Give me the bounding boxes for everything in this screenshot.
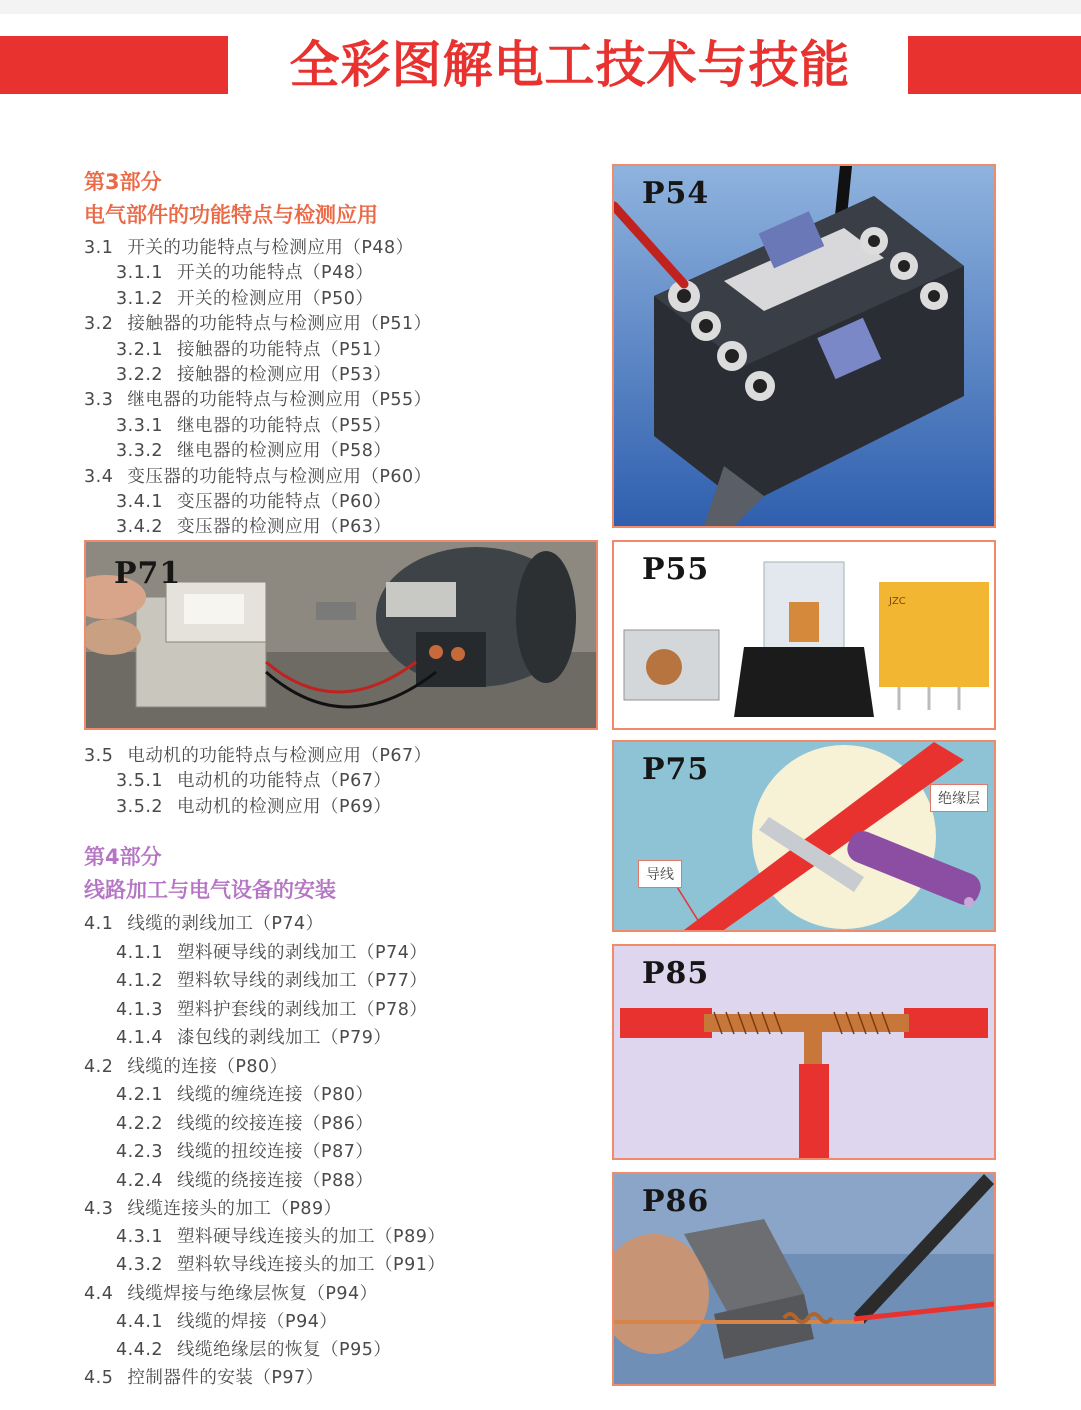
toc-text: 塑料硬导线连接头的加工（P89）	[177, 1227, 446, 1247]
toc-text: 变压器的功能特点（P60）	[177, 492, 392, 512]
toc-entry[interactable]	[84, 1364, 324, 1389]
toc-text: 线缆焊接与绝缘层恢复（P94）	[127, 1284, 378, 1304]
toc-num: 3.5	[84, 746, 114, 766]
toc-entry[interactable]	[84, 742, 432, 767]
photo-p75-label: P75	[642, 752, 710, 787]
photo-p54-label: P54	[642, 176, 710, 211]
toc-entry[interactable]	[116, 793, 391, 818]
toc-text: 线缆的连接（P80）	[127, 1057, 288, 1077]
toc-text: 电动机的检测应用（P69）	[177, 797, 392, 817]
toc-entry[interactable]	[116, 939, 427, 964]
photo-p75-stripping	[612, 740, 996, 932]
toc-text: 线缆的扭绞连接（P87）	[177, 1142, 374, 1162]
svg-text:JZC: JZC	[889, 596, 906, 607]
toc-num: 4.3	[84, 1199, 114, 1219]
toc-text: 塑料软导线的剥线加工（P77）	[177, 971, 428, 991]
toc-entry[interactable]	[116, 412, 391, 437]
toc-entry[interactable]	[84, 910, 324, 935]
photo-p71-motor-test	[84, 540, 598, 730]
photo-p55-label: P55	[642, 552, 710, 587]
toc-text: 接触器的功能特点与检测应用（P51）	[127, 314, 432, 334]
toc-entry[interactable]	[116, 1223, 445, 1248]
toc-num: 3.2.2	[116, 365, 164, 385]
toc-text: 开关的功能特点与检测应用（P48）	[127, 238, 414, 258]
toc-entry[interactable]	[116, 259, 373, 284]
toc-entry[interactable]	[84, 1053, 288, 1078]
part3-label: 第3部分	[84, 170, 162, 194]
toc-entry[interactable]	[84, 463, 432, 488]
toc-num: 4.3.1	[116, 1227, 164, 1247]
toc-entry[interactable]	[116, 767, 391, 792]
part4-title: 线路加工与电气设备的安装	[84, 878, 336, 902]
toc-text: 塑料硬导线的剥线加工（P74）	[177, 943, 428, 963]
toc-entry[interactable]	[116, 488, 391, 513]
toc-text: 线缆绝缘层的恢复（P95）	[177, 1340, 392, 1360]
toc-entry[interactable]	[84, 1195, 342, 1220]
toc-num: 4.1.4	[116, 1028, 164, 1048]
toc-text: 继电器的功能特点（P55）	[177, 416, 392, 436]
toc-num: 4.4	[84, 1284, 114, 1304]
toc-entry[interactable]	[116, 1336, 391, 1361]
toc-text: 塑料软导线连接头的加工（P91）	[177, 1255, 446, 1275]
toc-num: 3.5.2	[116, 797, 164, 817]
toc-num: 4.2.1	[116, 1085, 164, 1105]
photo-p86-twisting	[612, 1172, 996, 1386]
callout-wire: 导线	[638, 860, 682, 888]
part4-label: 第4部分	[84, 845, 162, 869]
toc-entry[interactable]	[84, 1280, 378, 1305]
header-bar-left	[0, 36, 228, 94]
toc-num: 3.4.1	[116, 492, 164, 512]
photo-p85-label: P85	[642, 956, 710, 991]
page-title: 全彩图解电工技术与技能	[289, 35, 851, 94]
toc-num: 4.2	[84, 1057, 114, 1077]
toc-entry[interactable]	[84, 310, 432, 335]
toc-num: 4.2.4	[116, 1171, 164, 1191]
photo-p85-t-splice	[612, 944, 996, 1160]
toc-text: 变压器的检测应用（P63）	[177, 517, 392, 537]
header-bar-right	[908, 36, 1081, 94]
toc-num: 4.1.2	[116, 971, 164, 991]
top-band	[0, 0, 1081, 14]
toc-num: 3.4	[84, 467, 114, 487]
toc-text: 线缆的焊接（P94）	[177, 1312, 338, 1332]
toc-text: 线缆连接头的加工（P89）	[127, 1199, 342, 1219]
toc-num: 3.3.2	[116, 441, 164, 461]
toc-text: 线缆的绕接连接（P88）	[177, 1171, 374, 1191]
toc-entry[interactable]	[116, 285, 373, 310]
toc-num: 4.1.1	[116, 943, 164, 963]
toc-num: 4.2.2	[116, 1114, 164, 1134]
toc-num: 3.1	[84, 238, 114, 258]
toc-text: 接触器的功能特点（P51）	[177, 340, 392, 360]
toc-entry[interactable]	[116, 967, 427, 992]
toc-num: 3.4.2	[116, 517, 164, 537]
toc-entry[interactable]	[84, 386, 432, 411]
toc-text: 开关的检测应用（P50）	[177, 289, 374, 309]
toc-text: 线缆的缠绕连接（P80）	[177, 1085, 374, 1105]
toc-entry[interactable]	[116, 996, 427, 1021]
toc-text: 电动机的功能特点（P67）	[177, 771, 392, 791]
toc-num: 3.5.1	[116, 771, 164, 791]
toc-text: 接触器的检测应用（P53）	[177, 365, 392, 385]
photo-p71-label: P71	[114, 556, 182, 591]
toc-entry[interactable]	[84, 234, 414, 259]
toc-text: 线缆的剥线加工（P74）	[127, 914, 324, 934]
toc-entry[interactable]	[116, 1308, 337, 1333]
toc-entry[interactable]	[116, 1024, 391, 1049]
toc-text: 继电器的检测应用（P58）	[177, 441, 392, 461]
toc-num: 4.1	[84, 914, 114, 934]
toc-num: 3.2	[84, 314, 114, 334]
photo-p86-label: P86	[642, 1184, 710, 1219]
toc-text: 继电器的功能特点与检测应用（P55）	[127, 390, 432, 410]
toc-entry[interactable]	[116, 1110, 373, 1135]
toc-entry[interactable]	[116, 437, 391, 462]
toc-num: 4.1.3	[116, 1000, 164, 1020]
toc-entry[interactable]	[116, 361, 391, 386]
toc-entry[interactable]	[116, 1138, 373, 1163]
toc-num: 3.1.1	[116, 263, 164, 283]
contactor-illustration	[614, 166, 994, 526]
part3-title: 电气部件的功能特点与检测应用	[84, 203, 378, 227]
toc-num: 4.2.3	[116, 1142, 164, 1162]
toc-entry[interactable]	[116, 1167, 373, 1192]
toc-text: 塑料护套线的剥线加工（P78）	[177, 1000, 428, 1020]
photo-p55-relays	[612, 540, 996, 730]
toc-entry[interactable]	[116, 1081, 373, 1106]
toc-num: 4.4.2	[116, 1340, 164, 1360]
callout-insulation: 绝缘层	[930, 784, 988, 812]
toc-text: 电动机的功能特点与检测应用（P67）	[127, 746, 432, 766]
toc-text: 控制器件的安装（P97）	[127, 1368, 324, 1388]
toc-num: 4.3.2	[116, 1255, 164, 1275]
toc-num: 3.3.1	[116, 416, 164, 436]
toc-num: 3.2.1	[116, 340, 164, 360]
toc-num: 3.1.2	[116, 289, 164, 309]
toc-entry[interactable]	[116, 513, 391, 538]
toc-num: 4.4.1	[116, 1312, 164, 1332]
toc-num: 4.5	[84, 1368, 114, 1388]
toc-text: 变压器的功能特点与检测应用（P60）	[127, 467, 432, 487]
photo-p54-contactor	[612, 164, 996, 528]
toc-text: 漆包线的剥线加工（P79）	[177, 1028, 392, 1048]
toc-entry[interactable]	[116, 1251, 445, 1276]
toc-num: 3.3	[84, 390, 114, 410]
toc-text: 线缆的绞接连接（P86）	[177, 1114, 374, 1134]
toc-entry[interactable]	[116, 336, 391, 361]
toc-text: 开关的功能特点（P48）	[177, 263, 374, 283]
